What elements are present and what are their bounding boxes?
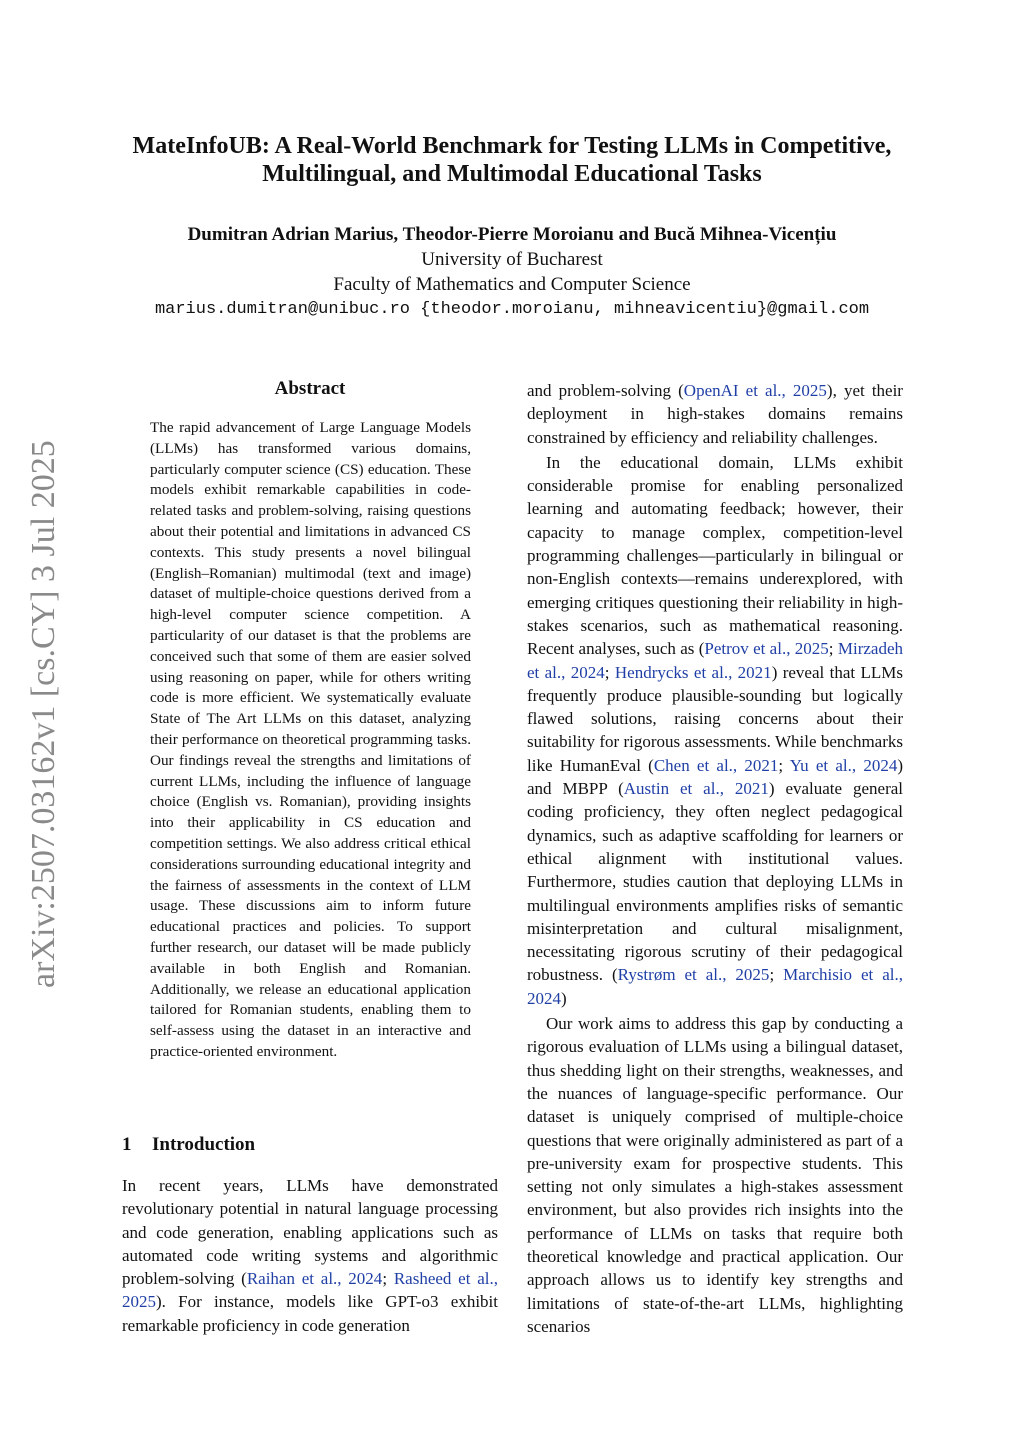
text-run: ; [778,755,790,775]
title-line-1: MateInfoUB: A Real-World Benchmark for Testing LLMs in Competitive, [132,133,892,159]
intro-paragraph-3: Our work aims to address this gap by conducting a rigorous evaluation of LLMs using a bilingual dataset, thus shedding light on their strengths, weaknesses, and the nuances of language-specific performance. Our dataset is uniquely comprised of multiple-choice questions that were originally administered as part of a pre-university exam for prospective students. This setting not only simulates a high-stakes assessment environment, but also provides rich insights into the performance of LLMs on tasks that require both theoretical knowledge and practical application. Our approach allows us to identify key strengths and limitations of state-of-the-art LLMs, highlighting scenarios [527,1014,903,1336]
section-heading-introduction [122,1134,492,1156]
citation-link[interactable]: Hendrycks et al., 2021 [614,662,772,682]
title-line-2: Multilingual, and Multimodal Educational Tasks [262,161,762,187]
text-run: ) [561,988,567,1008]
abstract-text: The rapid advancement of Large Language Models (LLMs) has transformed various domains, particularly computer science (CS) education. These models exhibit remarkable capabilities in code-related tasks and problem-solving, raising questions about their potential and limitations in advanced CS contexts. This study presents a novel bilingual (English–Romanian) multimodal (text and image) dataset of multiple-choice questions derived from a high-level computer science competition. A particularity of our dataset is that the problems are conceived such that some of them are easier solved using reasoning on paper, while for others writing code is more efficient. We systematically evaluate State of The Art LLMs on this dataset, analyzing their performance on theoretical programming tasks. Our findings reveal the strengths and limitations of current LLMs, including the influence of language choice (English vs. Romanian), providing insights into their applicability in CS education and competition settings. We also address critical ethical considerations surrounding educational integrity and the fairness of assessments in the context of LLM usage. These discussions aim to inform future educational practices and policies. To support further research, our dataset will be made publicly available in both English and Romanian. Additionally, we release an educational application tailored for Romanian students, enabling them to self-assess using the dataset in an interactive and practice-oriented environment. [150,419,471,1060]
text-run: ; [382,1269,394,1289]
intro-paragraph-2 [527,451,903,1010]
citation-link[interactable]: Austin et al., 2021 [623,779,769,799]
citation-link[interactable]: Mirzadeh et al., 2024 [527,639,903,682]
intro-paragraph-1 [122,1174,498,1337]
text-run: In recent years, LLMs have demonstrated revolutionary potential in natural language processing and code generation, enabling applications such as automated code writing systems and algorithmic problem-solving ( [122,1176,498,1289]
citation-link[interactable]: OpenAI et al., 2025 [683,381,827,400]
citation-link[interactable]: Chen et al., 2021 [653,755,779,775]
arxiv-margin-label: arXiv:2507.03162v1 [cs.CY] 3 Jul 2025 [25,440,62,988]
intro-paragraph-1-continued [527,379,903,449]
text-run: ), yet their deployment in high-stakes domains remains constrained by efficiency and reliability challenges. [527,381,903,447]
citation-link[interactable]: Petrov et al., 2025 [704,639,829,659]
right-column [527,379,903,1338]
paper-title [90,132,934,188]
author-emails: marius.dumitran@unibuc.ro {theodor.moroianu, mihneavicentiu}@gmail.com [154,300,870,319]
citation-link[interactable]: Marchisio et al., 2024 [527,965,903,1008]
author-block [90,222,934,322]
text-run: ; [828,639,838,659]
text-run: ) reveal that LLMs frequently produce plausible-sounding but logically flawed solutions, raising concerns about their suitability for rigorous assessments. While benchmarks like HumanEval ( [527,662,903,775]
author-names: Dumitran Adrian Marius, Theodor-Pierre Moroianu and Bucă Mihnea-Vicențiu [187,224,837,245]
citation-link[interactable]: Rystrøm et al., 2025 [617,965,770,985]
citation-link[interactable]: Rasheed et al., 2025 [122,1269,498,1312]
text-run: In the educational domain, LLMs exhibit considerable promise for enabling personalized learning and automating feedback; however, their capacity to manage complex, competition-level programming challenges—particularly in bilingual or non-English contexts—remains underexplored, with emerging critiques questioning their reliability in high-stakes scenarios, such as mathematical reasoning. Recent analyses, such as ( [527,452,903,659]
text-run: ) evaluate general coding proficiency, they often neglect pedagogical dynamics, such as adaptive scaffolding for learners or ethical alignment with institutional values. Furthermore, studies caution that deploying LLMs in multilingual environments amplifies risks of semantic misinterpretation and cultural misalignment, necessitating rigorous scrutiny of their pedagogical robustness. ( [527,779,903,985]
text-run: ). For instance, models like GPT-o3 exhibit remarkable proficiency in code generation [122,1292,498,1335]
text-run: and problem-solving ( [527,381,684,400]
abstract-heading: Abstract [274,378,346,399]
section-number: 1 [122,1134,132,1155]
section-title: Introduction [152,1134,256,1155]
affiliation-faculty: Faculty of Mathematics and Computer Science [333,274,691,295]
affiliation-university: University of Bucharest [421,249,603,270]
text-run: ; [769,965,784,985]
citation-link[interactable]: Yu et al., 2024 [789,755,898,775]
text-run: ) and MBPP ( [527,755,904,799]
citation-link[interactable]: Raihan et al., 2024 [246,1269,383,1289]
text-run: ; [604,662,615,682]
